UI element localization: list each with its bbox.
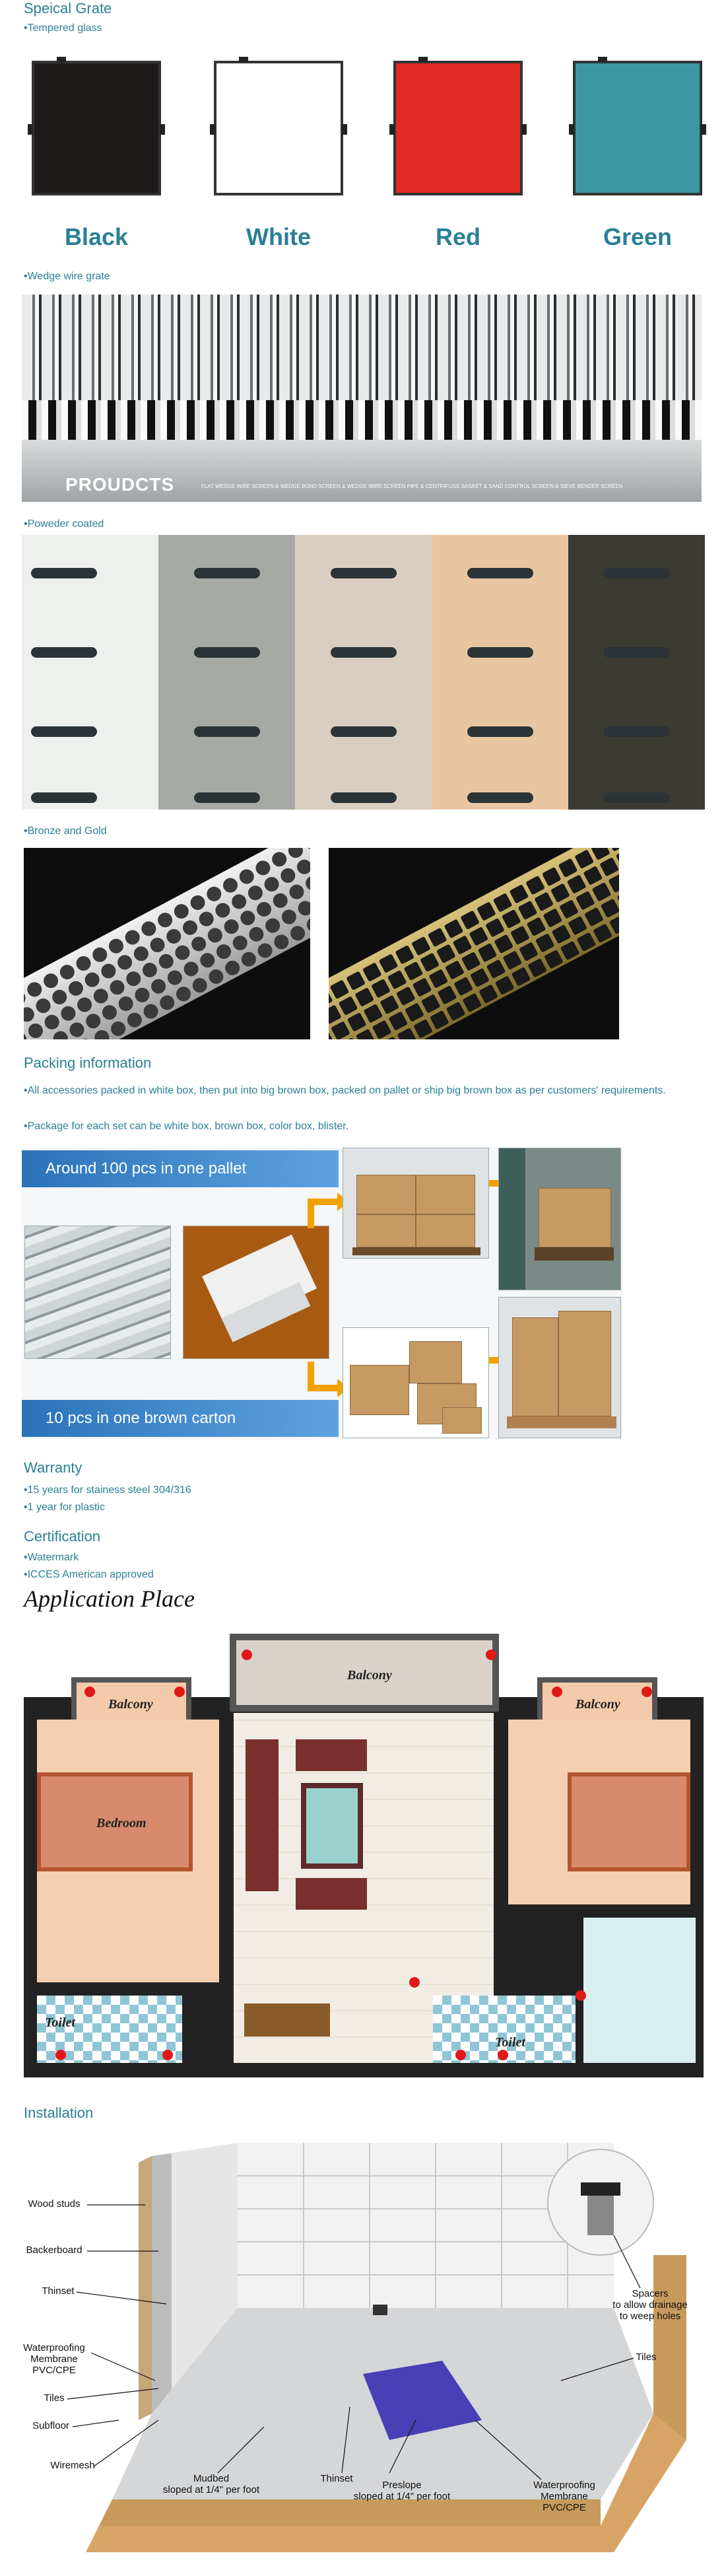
certification-line-2: •ICCES American approved <box>24 1569 154 1580</box>
color-label-red: Red <box>435 223 480 250</box>
drain-location-dot <box>174 1687 185 1697</box>
powder-panel <box>432 535 568 810</box>
certification-line-1: •Watermark <box>24 1552 79 1563</box>
packing-diagram <box>22 1148 622 1440</box>
certification-title: Certification <box>24 1528 101 1545</box>
bedroom-label: Bedroom <box>96 1816 147 1830</box>
toilet-left-label: Toilet <box>45 2015 75 2030</box>
label-tiles-left: Tiles <box>44 2392 65 2404</box>
powder-panel <box>158 535 295 810</box>
carton-stack-photo <box>498 1297 621 1438</box>
drain-location-dot <box>409 1977 420 1988</box>
warranty-line-1: •15 years for stainess steel 304/316 <box>24 1484 191 1496</box>
drain-location-dot <box>162 2050 173 2060</box>
label-thinset-left: Thinset <box>42 2285 75 2297</box>
silver-grate-image <box>24 848 310 1039</box>
label-tiles-right: Tiles <box>636 2351 657 2363</box>
drain-location-dot <box>498 2050 508 2060</box>
toilet-right-label: Toilet <box>495 2035 525 2050</box>
kitchen <box>583 1918 696 2063</box>
drain-location-dot <box>55 2050 66 2060</box>
pallet-banner: Around 100 pcs in one pallet <box>22 1150 339 1187</box>
balcony-right-label: Balcony <box>576 1697 620 1712</box>
label-mudbed: Mudbed sloped at 1/4" per foot <box>162 2473 260 2495</box>
swatch-white <box>214 61 343 195</box>
tempered-glass-label: •Tempered glass <box>24 22 102 34</box>
label-thinset-bottom: Thinset <box>320 2473 353 2484</box>
boxed-grate-photo <box>183 1226 329 1359</box>
drain-location-dot <box>486 1650 496 1660</box>
grates-photo <box>24 1226 171 1359</box>
installation-diagram <box>20 2130 706 2572</box>
drain-location-dot <box>84 1687 95 1697</box>
drain-location-dot <box>576 1990 586 2001</box>
packing-line-1: •All accessories packed in white box, then put into big brown box, packed on pallet or ship big brown box as per customers' requirements. <box>24 1085 666 1096</box>
swatch-green <box>573 61 702 195</box>
powder-panel <box>568 535 705 810</box>
label-waterproofing-left: Waterproofing Membrane PVC/CPE <box>23 2342 85 2376</box>
color-label-black: Black <box>64 223 129 250</box>
wedge-banner-subtitle: FLAT WEDGE WIRE SCREEN & WEDGE BOND SCREEN & WEDGE WIRE SCREEN PIPE & CENTRIFUGE BASKET & SAND CONTROL SCREEN & SIEVE BENDER SCREEN <box>201 483 623 489</box>
powder-coated-image <box>22 535 705 810</box>
wedge-banner-title: PROUDCTS <box>65 474 175 495</box>
drain-location-dot <box>242 1650 252 1660</box>
label-backerboard: Backerboard <box>26 2245 82 2256</box>
swatch-red <box>393 61 523 195</box>
wedge-wire-label: •Wedge wire grate <box>24 271 110 282</box>
powder-panel <box>22 535 158 810</box>
warranty-title: Warranty <box>24 1459 82 1476</box>
pallet-photo <box>343 1148 489 1259</box>
cartons-photo <box>343 1327 489 1438</box>
floor-plan <box>24 1634 704 2077</box>
packing-title: Packing information <box>24 1055 152 1071</box>
packing-line-2: •Package for each set can be white box, brown box, color box, blister. <box>24 1121 349 1132</box>
balcony-top-label: Balcony <box>347 1668 392 1683</box>
special-grate-title: Speical Grate <box>24 0 112 17</box>
drain-location-dot <box>455 2050 466 2060</box>
warranty-line-2: •1 year for plastic <box>24 1502 105 1513</box>
installation-title: Installation <box>24 2105 94 2121</box>
label-wiremesh: Wiremesh <box>50 2460 95 2471</box>
color-label-green: Green <box>603 223 673 250</box>
swatch-black <box>32 61 161 195</box>
carton-banner: 10 pcs in one brown carton <box>22 1400 339 1437</box>
powder-panel <box>295 535 432 810</box>
label-waterproofing-right: Waterproofing Membrane PVC/CPE <box>533 2480 595 2513</box>
powder-coated-label: •Poweder coated <box>24 518 104 530</box>
label-subfloor: Subfloor <box>32 2420 69 2431</box>
bronze-gold-label: •Bronze and Gold <box>24 825 107 837</box>
gold-grate-image <box>329 848 619 1039</box>
label-wood-studs: Wood studs <box>28 2198 81 2210</box>
color-label-white: White <box>246 223 311 250</box>
drain-location-dot <box>642 1687 652 1697</box>
label-preslope: Preslope sloped at 1/4" per foot <box>353 2480 451 2502</box>
drain-location-dot <box>552 1687 562 1697</box>
balcony-left-label: Balcony <box>108 1697 153 1712</box>
wedge-wire-image <box>22 295 702 502</box>
label-spacers: Spacers to allow drainage to weep holes <box>612 2288 688 2322</box>
application-title: Application Place <box>24 1585 195 1612</box>
container-photo <box>498 1148 621 1290</box>
